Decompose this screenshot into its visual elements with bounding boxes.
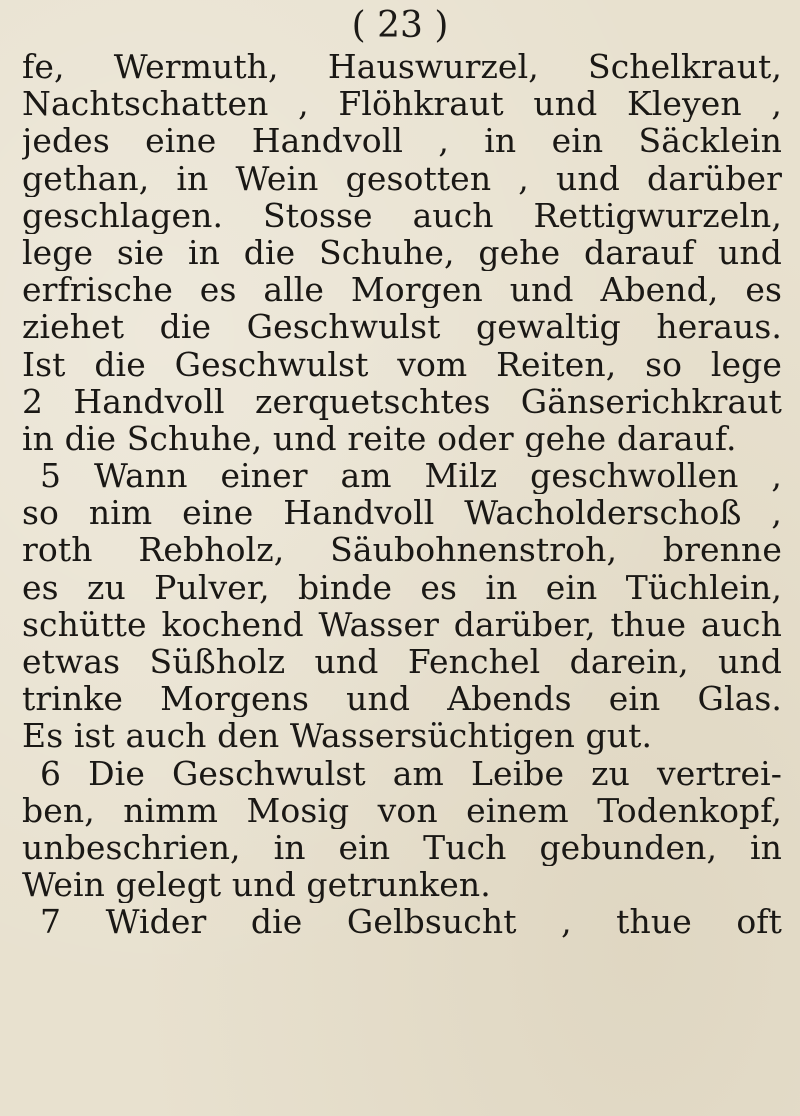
text-line: ben, nimm Mosig von einem Todenkopf, xyxy=(22,791,782,829)
text-line: 7 Wider die Gelbsucht , thue oft xyxy=(40,903,782,941)
body-text xyxy=(22,48,782,941)
text-line: unbeschrien, in ein Tuch gebunden, in xyxy=(22,828,782,867)
text-line: Es ist auch den Wassersüchtigen gut. xyxy=(22,717,653,755)
text-line: Ist die Geschwulst vom Reiten, so lege xyxy=(22,345,782,383)
text-line: so nim eine Handvoll Wacholderschoß , xyxy=(22,494,782,532)
text-line: fe, Wermuth, Hauswurzel, Schelkraut, xyxy=(22,48,782,86)
page-number: ( 23 ) xyxy=(351,5,449,46)
text-line: in die Schuhe, und reite oder gehe darauf. xyxy=(22,419,737,458)
text-line: erfrische es alle Morgen und Abend, es xyxy=(22,271,782,309)
text-line: 6 Die Geschwulst am Leibe zu vertrei- xyxy=(40,754,782,792)
text-line: Wein gelegt und getrunken. xyxy=(22,866,491,904)
text-line: es zu Pulver, binde es in ein Tüchlein, xyxy=(22,568,782,606)
text-line: etwas Süßholz und Fenchel darein, und xyxy=(22,643,782,681)
text-line: roth Rebholz, Säubohnenstroh, brenne xyxy=(22,531,782,569)
text-line: jedes eine Handvoll , in ein Säcklein xyxy=(22,122,782,160)
text-line: schütte kochend Wasser darüber, thue auch xyxy=(22,605,782,643)
text-line: gethan, in Wein gesotten , und darüber xyxy=(22,159,782,197)
text-line: lege sie in die Schuhe, gehe darauf und xyxy=(22,233,782,272)
text-line: Nachtschatten , Flöhkraut und Kleyen , xyxy=(22,85,782,123)
text-line: 2 Handvoll zerquetschtes Gänserichkraut xyxy=(22,382,782,420)
text-line: ziehet die Geschwulst gewaltig heraus. xyxy=(22,308,782,346)
text-line: trinke Morgens und Abends ein Glas. xyxy=(22,680,782,718)
text-line: geschlagen. Stosse auch Rettigwurzeln, xyxy=(22,196,782,234)
text-line: 5 Wann einer am Milz geschwollen , xyxy=(40,457,782,495)
